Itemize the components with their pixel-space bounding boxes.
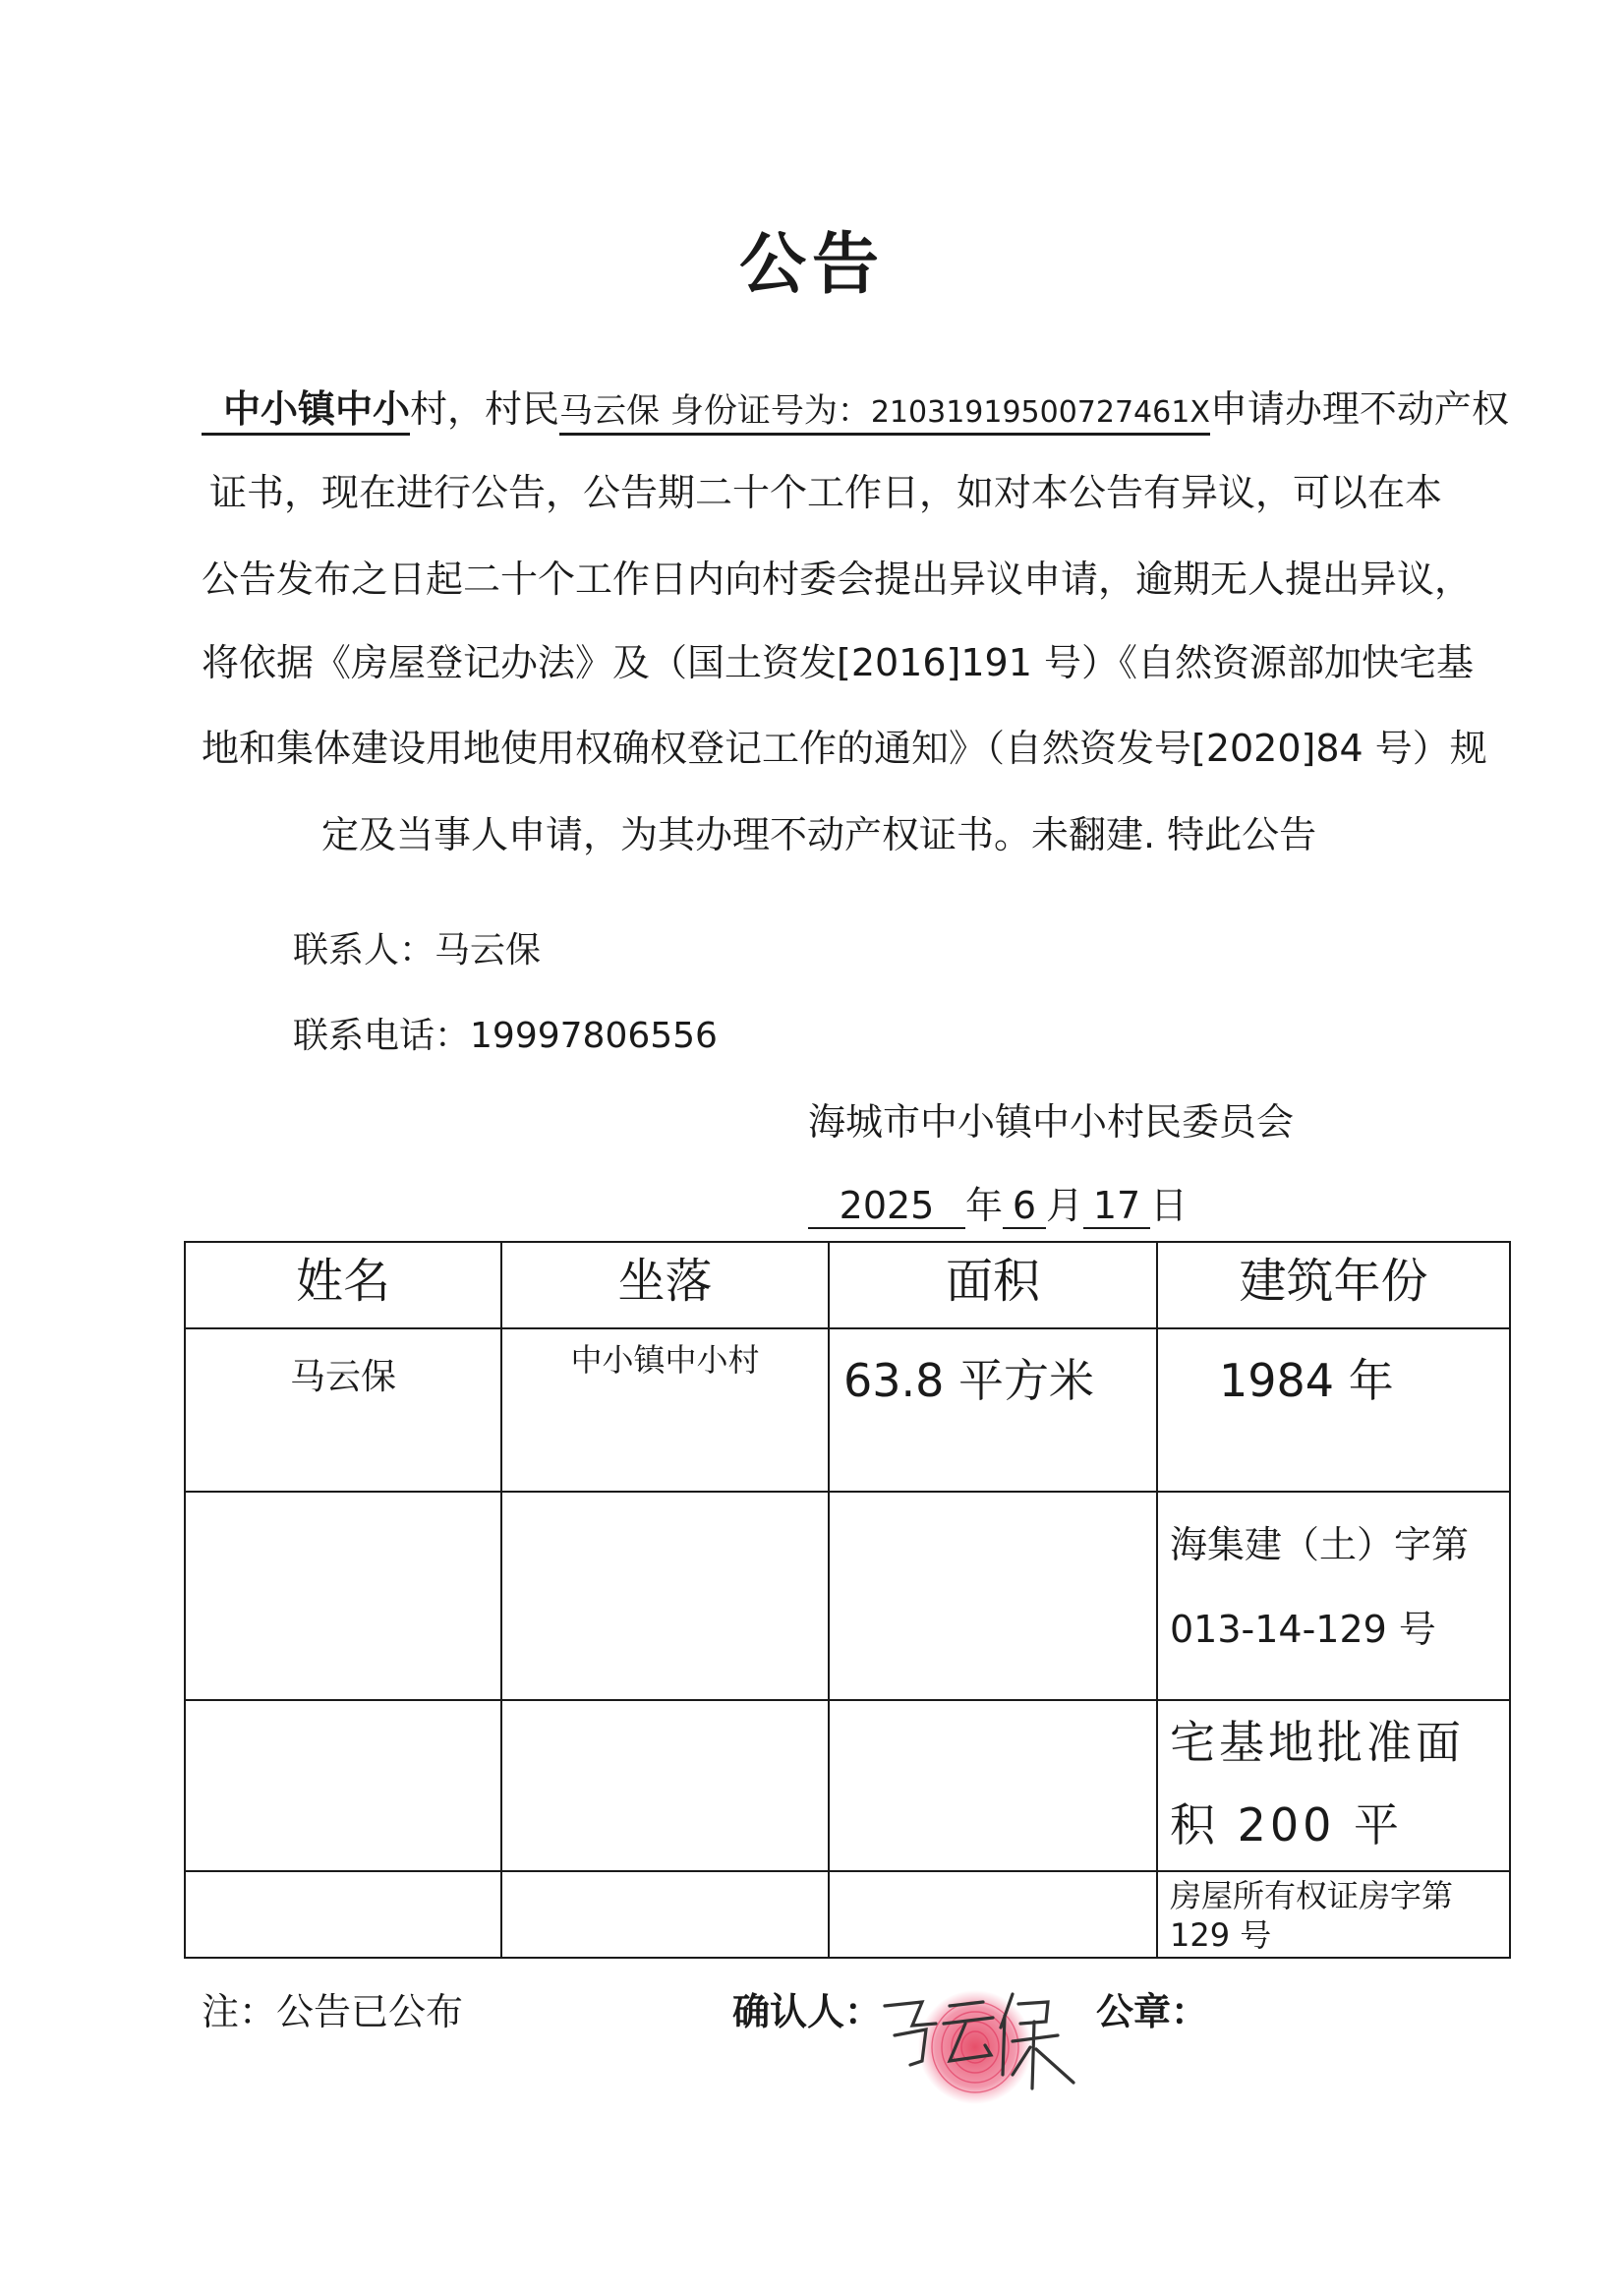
body-line-6: 定及当事人申请，为其办理不动产权证书。未翻建. 特此公告 xyxy=(321,813,1317,856)
contact-person xyxy=(293,922,541,972)
house-cert-line-1: 房屋所有权证房字第 xyxy=(1170,1877,1454,1914)
date-year: 2025 xyxy=(808,1184,965,1229)
contact-phone-value: 19997806556 xyxy=(470,1016,718,1056)
cell-name: 马云保 xyxy=(289,1357,396,1397)
line1-tail: 申请办理不动产权 xyxy=(1209,387,1509,431)
footer-note: 注：公告已公布 xyxy=(202,1990,464,2033)
issuing-organization: 海城市中小镇中小村民委员会 xyxy=(808,1100,1295,1144)
table-row xyxy=(185,1492,1510,1700)
land-approval-line-1: 宅基地批准面 xyxy=(1170,1716,1465,1769)
table-header-row xyxy=(185,1242,1510,1328)
cert-number-line-2: 013-14-129 号 xyxy=(1170,1608,1436,1651)
header-year: 建筑年份 xyxy=(1157,1242,1510,1328)
id-number: 21031919500727461X xyxy=(870,395,1210,430)
signature-with-fingerprint xyxy=(865,1967,1091,2104)
contact-person-label: 联系人： xyxy=(293,930,435,970)
fingerprint-mark xyxy=(918,1990,1032,2104)
body-line-2: 证书，现在进行公告，公告期二十个工作日，如对本公告有异议，可以在本 xyxy=(209,471,1443,514)
villager-and-id-label: 马云保 身份证号为： xyxy=(559,391,871,431)
confirm-label: 确认人： xyxy=(732,1990,883,2033)
date-month-label: 月 xyxy=(1046,1184,1084,1227)
header-area: 面积 xyxy=(829,1242,1157,1328)
property-table xyxy=(184,1241,1511,1959)
body-line-3: 公告发布之日起二十个工作日内向村委会提出异议申请，逾期无人提出异议， xyxy=(202,558,1473,601)
contact-phone-label: 联系电话： xyxy=(293,1016,471,1056)
contact-person-value: 马云保 xyxy=(435,930,542,970)
cell-area: 63.8 平方米 xyxy=(843,1354,1095,1407)
contact-phone xyxy=(293,1008,718,1058)
table-row xyxy=(185,1328,1510,1492)
house-cert-line-2: 129 号 xyxy=(1170,1916,1272,1954)
body-line-5: 地和集体建设用地使用权确权登记工作的通知》（自然资发号[2020]84 号）规 xyxy=(202,727,1487,770)
cert-number-line-1: 海集建（土）字第 xyxy=(1170,1523,1470,1566)
cell-location: 中小镇中小村 xyxy=(570,1341,760,1379)
date-day: 17 xyxy=(1083,1184,1150,1229)
date-year-label: 年 xyxy=(965,1184,1004,1227)
cell-year: 1984 年 xyxy=(1219,1354,1394,1407)
table-row xyxy=(185,1871,1510,1958)
body-line-4: 将依据《房屋登记办法》及（国土资发[2016]191 号）《自然资源部加快宅基 xyxy=(202,641,1474,684)
seal-label: 公章： xyxy=(1096,1990,1209,2033)
table-row xyxy=(185,1700,1510,1871)
village-suffix: 村，村民 xyxy=(410,387,560,431)
land-approval-line-2: 积 200 平 xyxy=(1170,1798,1404,1852)
date-day-label: 日 xyxy=(1150,1184,1189,1227)
issue-date xyxy=(808,1175,1188,1229)
date-month: 6 xyxy=(1003,1184,1046,1229)
page-title: 公告 xyxy=(738,226,885,304)
header-location: 坐落 xyxy=(501,1242,829,1328)
village-name: 中小镇中小 xyxy=(202,387,410,436)
header-name: 姓名 xyxy=(185,1242,501,1328)
body-line-1 xyxy=(202,379,1509,433)
